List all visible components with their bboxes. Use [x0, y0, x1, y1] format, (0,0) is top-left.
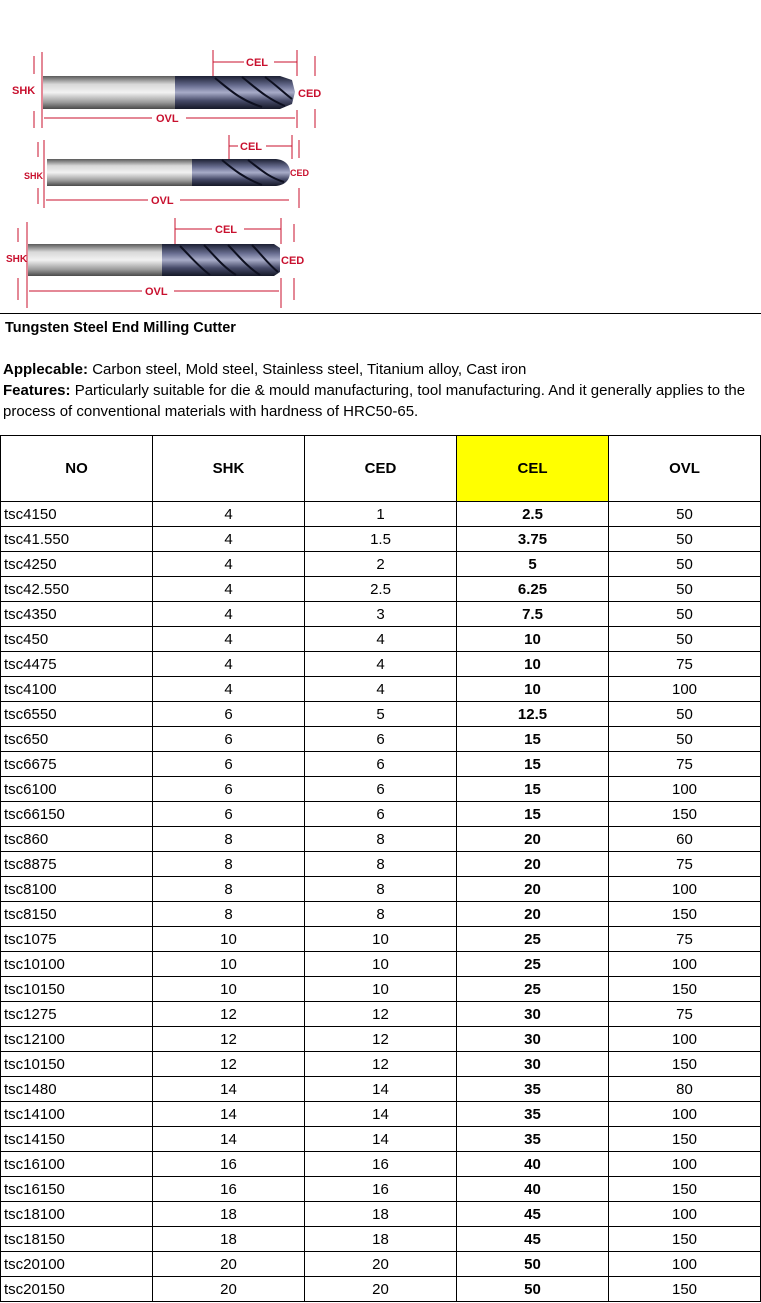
cell-shk: 4	[153, 527, 305, 552]
table-row	[1, 1077, 761, 1102]
table-row	[1, 1277, 761, 1302]
cell-shk: 4	[153, 677, 305, 702]
cell-cel: 25	[457, 952, 609, 977]
cell-shk: 12	[153, 1002, 305, 1027]
table-row	[1, 752, 761, 777]
cell-cel: 15	[457, 752, 609, 777]
shk-label: SHK	[24, 171, 44, 181]
table-header-row	[1, 436, 761, 502]
cell-cel: 20	[457, 827, 609, 852]
cell-no: tsc10100	[1, 952, 153, 977]
cell-no: tsc1275	[1, 1002, 153, 1027]
product-title: Tungsten Steel End Milling Cutter	[5, 320, 236, 336]
cell-cel: 35	[457, 1077, 609, 1102]
cell-ced: 8	[305, 852, 457, 877]
cell-ced: 8	[305, 827, 457, 852]
cell-shk: 4	[153, 627, 305, 652]
cell-ovl: 150	[609, 1277, 761, 1302]
features-line	[3, 380, 755, 422]
cell-ovl: 100	[609, 1102, 761, 1127]
cell-ovl: 100	[609, 1027, 761, 1052]
cell-no: tsc1480	[1, 1077, 153, 1102]
applicable-label: Applecable:	[3, 361, 89, 378]
cell-cel: 5	[457, 552, 609, 577]
cell-ced: 18	[305, 1202, 457, 1227]
cell-ced: 16	[305, 1177, 457, 1202]
table-row	[1, 1002, 761, 1027]
cel-label: CEL	[215, 224, 237, 236]
cell-cel: 15	[457, 802, 609, 827]
cell-ovl: 50	[609, 527, 761, 552]
cell-cel: 20	[457, 852, 609, 877]
cell-ovl: 150	[609, 1227, 761, 1252]
cell-ced: 12	[305, 1027, 457, 1052]
applicable-line	[3, 359, 755, 380]
cell-shk: 10	[153, 977, 305, 1002]
cell-no: tsc4150	[1, 502, 153, 527]
cell-ovl: 150	[609, 977, 761, 1002]
cell-shk: 6	[153, 777, 305, 802]
cell-ovl: 150	[609, 802, 761, 827]
ced-label: CED	[298, 88, 322, 100]
cell-shk: 16	[153, 1177, 305, 1202]
cell-no: tsc16150	[1, 1177, 153, 1202]
cell-ced: 14	[305, 1077, 457, 1102]
cell-cel: 10	[457, 627, 609, 652]
cell-shk: 12	[153, 1027, 305, 1052]
cell-no: tsc6100	[1, 777, 153, 802]
cell-ovl: 50	[609, 577, 761, 602]
cell-no: tsc860	[1, 827, 153, 852]
cell-ced: 20	[305, 1252, 457, 1277]
table-row	[1, 1027, 761, 1052]
cell-shk: 14	[153, 1077, 305, 1102]
cell-shk: 20	[153, 1252, 305, 1277]
cel-label: CEL	[246, 57, 268, 69]
cell-no: tsc4350	[1, 602, 153, 627]
cell-no: tsc41.550	[1, 527, 153, 552]
cell-shk: 8	[153, 877, 305, 902]
cell-ced: 2	[305, 552, 457, 577]
cell-ovl: 75	[609, 927, 761, 952]
cell-cel: 50	[457, 1252, 609, 1277]
cell-ovl: 60	[609, 827, 761, 852]
table-row	[1, 777, 761, 802]
cell-shk: 6	[153, 802, 305, 827]
cell-no: tsc20100	[1, 1252, 153, 1277]
cell-ced: 10	[305, 977, 457, 1002]
table-row	[1, 577, 761, 602]
cell-cel: 30	[457, 1002, 609, 1027]
header-no: NO	[1, 436, 153, 502]
table-row	[1, 802, 761, 827]
table-row	[1, 527, 761, 552]
header-cel: CEL	[457, 436, 609, 502]
cell-shk: 8	[153, 827, 305, 852]
cell-ovl: 100	[609, 677, 761, 702]
cell-ced: 10	[305, 927, 457, 952]
cell-no: tsc42.550	[1, 577, 153, 602]
cell-cel: 6.25	[457, 577, 609, 602]
cell-cel: 30	[457, 1027, 609, 1052]
cell-shk: 12	[153, 1052, 305, 1077]
table-row	[1, 952, 761, 977]
cell-cel: 40	[457, 1177, 609, 1202]
table-row	[1, 977, 761, 1002]
cell-ovl: 75	[609, 752, 761, 777]
cell-shk: 20	[153, 1277, 305, 1302]
cell-no: tsc10150	[1, 977, 153, 1002]
cell-cel: 20	[457, 902, 609, 927]
cell-ovl: 150	[609, 1127, 761, 1152]
cell-no: tsc18150	[1, 1227, 153, 1252]
cell-ovl: 75	[609, 1002, 761, 1027]
ced-label: CED	[290, 168, 310, 178]
cell-no: tsc6550	[1, 702, 153, 727]
cell-ced: 6	[305, 752, 457, 777]
table-row	[1, 1227, 761, 1252]
cell-cel: 50	[457, 1277, 609, 1302]
table-row	[1, 677, 761, 702]
table-row	[1, 827, 761, 852]
cell-ced: 10	[305, 952, 457, 977]
cell-no: tsc8150	[1, 902, 153, 927]
cell-ovl: 150	[609, 1177, 761, 1202]
cell-ovl: 50	[609, 552, 761, 577]
cell-ced: 20	[305, 1277, 457, 1302]
cell-ced: 4	[305, 652, 457, 677]
table-row	[1, 1102, 761, 1127]
table-row	[1, 927, 761, 952]
cell-no: tsc14150	[1, 1127, 153, 1152]
cell-ovl: 50	[609, 627, 761, 652]
cell-no: tsc66150	[1, 802, 153, 827]
cell-cel: 2.5	[457, 502, 609, 527]
cell-no: tsc6675	[1, 752, 153, 777]
ced-label: CED	[281, 255, 305, 267]
table-row	[1, 702, 761, 727]
cell-no: tsc450	[1, 627, 153, 652]
cell-shk: 4	[153, 552, 305, 577]
cell-ovl: 75	[609, 852, 761, 877]
cell-no: tsc10150	[1, 1052, 153, 1077]
cell-no: tsc4475	[1, 652, 153, 677]
ball-nose-cutter	[47, 159, 290, 186]
cell-no: tsc4100	[1, 677, 153, 702]
section-divider	[0, 313, 761, 314]
cell-shk: 8	[153, 902, 305, 927]
cell-ced: 14	[305, 1127, 457, 1152]
table-body	[1, 502, 761, 1302]
cell-cel: 10	[457, 652, 609, 677]
cell-shk: 8	[153, 852, 305, 877]
cell-no: tsc8875	[1, 852, 153, 877]
cell-shk: 16	[153, 1152, 305, 1177]
cell-ced: 14	[305, 1102, 457, 1127]
cell-ced: 12	[305, 1002, 457, 1027]
cell-ced: 18	[305, 1227, 457, 1252]
cell-ovl: 50	[609, 602, 761, 627]
table-row	[1, 502, 761, 527]
cell-cel: 10	[457, 677, 609, 702]
cell-ovl: 100	[609, 877, 761, 902]
cell-no: tsc1075	[1, 927, 153, 952]
cell-ced: 1.5	[305, 527, 457, 552]
table-row	[1, 727, 761, 752]
cell-ced: 8	[305, 902, 457, 927]
cell-no: tsc18100	[1, 1202, 153, 1227]
cell-ovl: 50	[609, 702, 761, 727]
cell-ced: 1	[305, 502, 457, 527]
cell-ced: 5	[305, 702, 457, 727]
header-ovl: OVL	[609, 436, 761, 502]
cell-shk: 6	[153, 727, 305, 752]
cell-shk: 10	[153, 952, 305, 977]
cell-no: tsc12100	[1, 1027, 153, 1052]
cell-cel: 35	[457, 1127, 609, 1152]
cell-ovl: 50	[609, 727, 761, 752]
cell-ced: 16	[305, 1152, 457, 1177]
cell-ovl: 150	[609, 902, 761, 927]
cell-shk: 4	[153, 602, 305, 627]
cell-ced: 2.5	[305, 577, 457, 602]
table-row	[1, 1052, 761, 1077]
cell-cel: 3.75	[457, 527, 609, 552]
cell-shk: 6	[153, 752, 305, 777]
ovl-label: OVL	[156, 113, 179, 125]
shk-label: SHK	[6, 254, 28, 265]
cell-cel: 35	[457, 1102, 609, 1127]
cell-ovl: 100	[609, 777, 761, 802]
flat-end-cutter	[43, 76, 295, 109]
four-flute-cutter	[28, 244, 280, 276]
cell-no: tsc20150	[1, 1277, 153, 1302]
cell-shk: 4	[153, 652, 305, 677]
cell-ovl: 75	[609, 652, 761, 677]
cell-no: tsc650	[1, 727, 153, 752]
ovl-label: OVL	[151, 195, 174, 207]
cell-cel: 15	[457, 777, 609, 802]
cell-ovl: 80	[609, 1077, 761, 1102]
cell-ced: 6	[305, 777, 457, 802]
cell-shk: 18	[153, 1202, 305, 1227]
cell-cel: 40	[457, 1152, 609, 1177]
shk-label: SHK	[12, 85, 36, 97]
cell-ovl: 100	[609, 1152, 761, 1177]
cell-cel: 25	[457, 927, 609, 952]
spec-table	[0, 435, 761, 1302]
table-row	[1, 877, 761, 902]
cell-no: tsc8100	[1, 877, 153, 902]
cell-ced: 12	[305, 1052, 457, 1077]
cell-shk: 14	[153, 1102, 305, 1127]
features-label: Features:	[3, 382, 71, 399]
cell-ced: 6	[305, 802, 457, 827]
table-row	[1, 1202, 761, 1227]
table-row	[1, 1177, 761, 1202]
cell-shk: 6	[153, 702, 305, 727]
header-ced: CED	[305, 436, 457, 502]
table-row	[1, 552, 761, 577]
ovl-label: OVL	[145, 286, 168, 298]
cell-cel: 7.5	[457, 602, 609, 627]
table-row	[1, 1252, 761, 1277]
table-row	[1, 1127, 761, 1152]
cell-cel: 25	[457, 977, 609, 1002]
cell-shk: 4	[153, 502, 305, 527]
cell-ced: 6	[305, 727, 457, 752]
table-row	[1, 627, 761, 652]
cell-shk: 4	[153, 577, 305, 602]
cell-no: tsc14100	[1, 1102, 153, 1127]
applicable-text: Carbon steel, Mold steel, Stainless steel, Titanium alloy, Cast iron	[88, 361, 527, 378]
cell-shk: 18	[153, 1227, 305, 1252]
cell-ced: 8	[305, 877, 457, 902]
cell-ovl: 50	[609, 502, 761, 527]
cell-ced: 3	[305, 602, 457, 627]
cell-cel: 45	[457, 1202, 609, 1227]
cell-ovl: 100	[609, 1202, 761, 1227]
features-text: Particularly suitable for die & mould manufacturing, tool manufacturing. And it generally applies to the process of conventional materials with hardness of HRC50-65.	[3, 382, 746, 420]
cel-label: CEL	[240, 141, 262, 153]
header-shk: SHK	[153, 436, 305, 502]
cell-cel: 30	[457, 1052, 609, 1077]
cell-cel: 12.5	[457, 702, 609, 727]
cutter-dimension-diagram	[0, 0, 761, 312]
cell-ovl: 100	[609, 1252, 761, 1277]
cell-ovl: 100	[609, 952, 761, 977]
table-row	[1, 1152, 761, 1177]
cell-no: tsc16100	[1, 1152, 153, 1177]
cell-ced: 4	[305, 677, 457, 702]
table-row	[1, 902, 761, 927]
cell-cel: 45	[457, 1227, 609, 1252]
table-row	[1, 602, 761, 627]
table-row	[1, 852, 761, 877]
cell-ced: 4	[305, 627, 457, 652]
cell-shk: 10	[153, 927, 305, 952]
cell-cel: 20	[457, 877, 609, 902]
cell-shk: 14	[153, 1127, 305, 1152]
cell-ovl: 150	[609, 1052, 761, 1077]
product-specs	[3, 359, 755, 422]
cell-cel: 15	[457, 727, 609, 752]
cell-no: tsc4250	[1, 552, 153, 577]
table-row	[1, 652, 761, 677]
